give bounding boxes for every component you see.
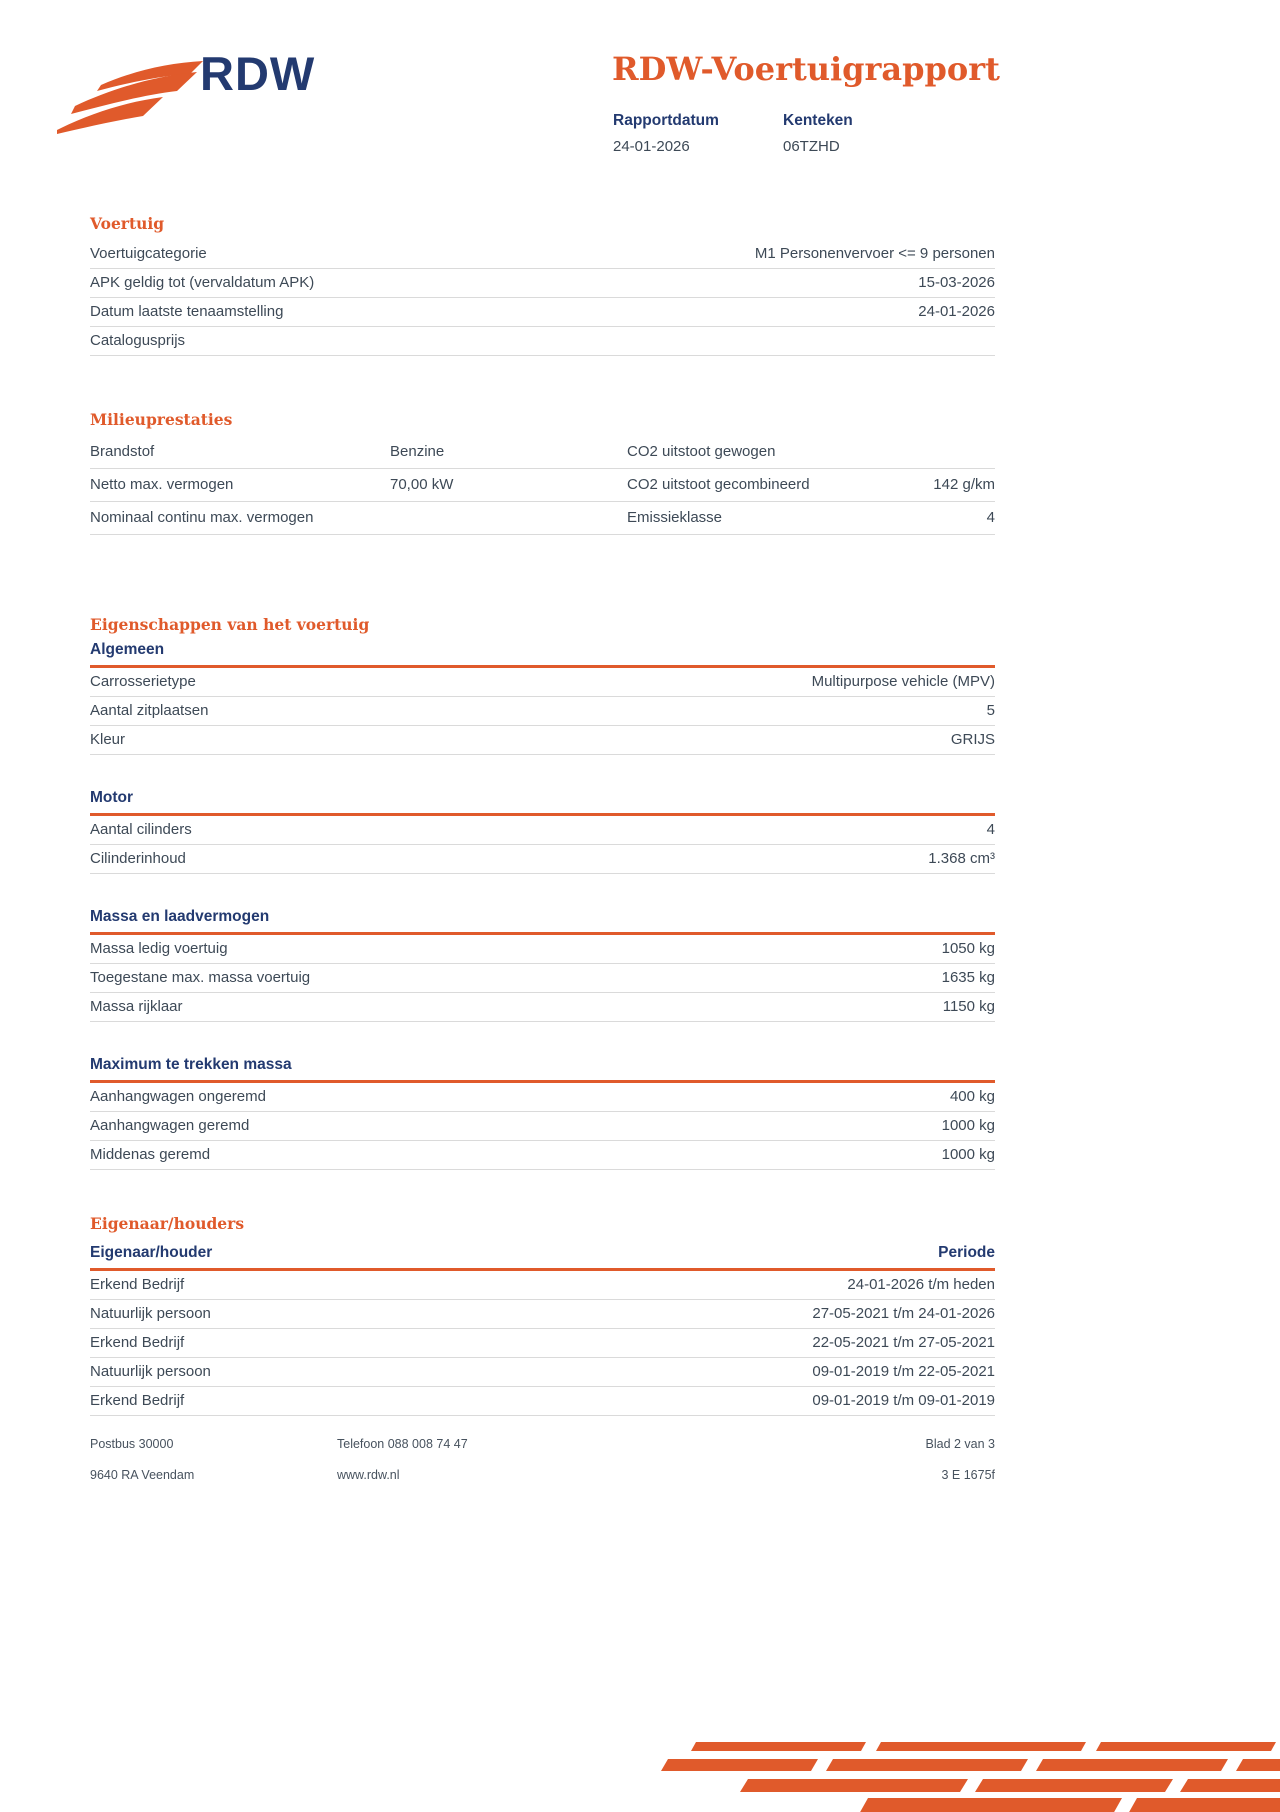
table-row	[90, 993, 995, 1022]
section-heading-milieuprestaties: Milieuprestaties	[90, 410, 233, 429]
row-value: 70,00 kW	[390, 476, 454, 493]
table-row	[90, 1112, 995, 1141]
table-row	[90, 816, 995, 845]
section-heading-voertuig: Voertuig	[90, 214, 165, 233]
document-body	[90, 214, 995, 1416]
footer-doc-code: 3 E 1675f	[941, 1468, 995, 1482]
footer-address-line2: 9640 RA Veendam	[90, 1468, 195, 1482]
subsection-trekken-massa	[90, 1056, 995, 1170]
kenteken-value: 06TZHD	[783, 138, 840, 155]
row-value: Multipurpose vehicle (MPV)	[811, 673, 995, 690]
owner-name: Erkend Bedrijf	[90, 1276, 185, 1293]
table-row	[90, 240, 995, 269]
subsection-heading: Maximum te trekken massa	[90, 1056, 995, 1083]
footer-address-line1: Postbus 30000	[90, 1437, 174, 1451]
section-heading-eigenaren: Eigenaar/houders	[90, 1214, 245, 1233]
table-row	[90, 668, 995, 697]
row-label: Kleur	[90, 731, 126, 748]
row-label: Aantal zitplaatsen	[90, 702, 209, 719]
table-row	[90, 1271, 995, 1300]
footer-paging	[695, 1437, 995, 1482]
table-row	[90, 1083, 995, 1112]
row-label: Toegestane max. massa voertuig	[90, 969, 311, 986]
kenteken-block	[783, 112, 953, 155]
footer-website: www.rdw.nl	[337, 1468, 400, 1482]
row-value: 5	[986, 702, 995, 719]
row-value	[390, 509, 627, 526]
page-title: RDW-Voertuigrapport	[612, 50, 1000, 88]
report-meta	[613, 112, 953, 155]
owner-name: Natuurlijk persoon	[90, 1305, 211, 1322]
row-label: Datum laatste tenaamstelling	[90, 303, 284, 320]
subsection-heading: Motor	[90, 789, 995, 816]
rdw-flag-icon	[55, 60, 205, 138]
table-row	[90, 1387, 995, 1416]
row-label: CO2 uitstoot gecombineerd	[627, 476, 810, 493]
footer-address	[90, 1437, 194, 1482]
row-label: Netto max. vermogen	[90, 476, 234, 493]
owner-period: 22-05-2021 t/m 27-05-2021	[812, 1334, 995, 1351]
row-label: APK geldig tot (vervaldatum APK)	[90, 274, 315, 291]
owners-table-header	[90, 1240, 995, 1271]
row-value: 4	[986, 509, 995, 526]
subsection-heading: Massa en laadvermogen	[90, 908, 995, 935]
subsection-algemeen	[90, 641, 995, 755]
kenteken-label: Kenteken	[783, 112, 853, 129]
row-label: Massa ledig voertuig	[90, 940, 228, 957]
subsection-massa	[90, 908, 995, 1022]
owner-period: 09-01-2019 t/m 22-05-2021	[812, 1363, 995, 1380]
owner-name: Natuurlijk persoon	[90, 1363, 211, 1380]
owner-period: 27-05-2021 t/m 24-01-2026	[812, 1305, 995, 1322]
row-label: Middenas geremd	[90, 1146, 211, 1163]
row-value: 4	[986, 821, 995, 838]
row-value: 1050 kg	[941, 940, 995, 957]
column-header-period: Periode	[938, 1244, 995, 1261]
table-row	[90, 298, 995, 327]
row-label: Carrosserietype	[90, 673, 196, 690]
rdw-logo	[55, 46, 375, 141]
row-label: Aantal cilinders	[90, 821, 192, 838]
table-row	[90, 1300, 995, 1329]
row-label: Massa rijklaar	[90, 998, 183, 1015]
table-row	[90, 1141, 995, 1170]
subsection-motor	[90, 789, 995, 874]
table-row	[90, 269, 995, 298]
owner-name: Erkend Bedrijf	[90, 1334, 185, 1351]
row-label: Aanhangwagen ongeremd	[90, 1088, 266, 1105]
footer-page-number: Blad 2 van 3	[925, 1437, 995, 1451]
owner-period: 09-01-2019 t/m 09-01-2019	[812, 1392, 995, 1409]
row-value: M1 Personenvervoer <= 9 personen	[754, 245, 995, 262]
row-label: Brandstof	[90, 443, 155, 460]
row-value: 1635 kg	[941, 969, 995, 986]
logo-wordmark: RDW	[200, 47, 316, 100]
owner-name: Erkend Bedrijf	[90, 1392, 185, 1409]
column-header-owner: Eigenaar/houder	[90, 1244, 213, 1261]
table-row	[90, 964, 995, 993]
footer-phone: Telefoon 088 008 74 47	[337, 1437, 468, 1451]
row-value: 1000 kg	[941, 1146, 995, 1163]
row-value: 142 g/km	[933, 476, 995, 493]
row-value: 400 kg	[949, 1088, 995, 1105]
row-value: 15-03-2026	[918, 274, 995, 291]
row-value: GRIJS	[950, 731, 995, 748]
rapportdatum-label: Rapportdatum	[613, 112, 719, 129]
row-label: Cilinderinhoud	[90, 850, 186, 867]
row-label: CO2 uitstoot gewogen	[627, 443, 776, 460]
table-row	[90, 697, 995, 726]
row-value: 24-01-2026	[918, 303, 995, 320]
row-label: Voertuigcategorie	[90, 245, 207, 262]
table-row	[90, 327, 995, 356]
table-row	[90, 469, 995, 502]
section-heading-eigenschappen: Eigenschappen van het voertuig	[90, 615, 370, 634]
table-row	[90, 436, 995, 469]
table-row	[90, 1329, 995, 1358]
rdw-flag-pattern-decoration	[660, 1740, 1280, 1812]
rapportdatum-value: 24-01-2026	[613, 138, 690, 155]
owner-period: 24-01-2026 t/m heden	[847, 1276, 995, 1293]
table-row	[90, 935, 995, 964]
row-label: Emissieklasse	[627, 509, 723, 526]
table-row	[90, 845, 995, 874]
table-row	[90, 502, 995, 535]
footer-contact	[337, 1437, 468, 1482]
row-value: Benzine	[390, 443, 445, 460]
row-label: Nominaal continu max. vermogen	[90, 509, 314, 526]
table-row	[90, 726, 995, 755]
subsection-heading: Algemeen	[90, 641, 995, 668]
row-value: 1150 kg	[942, 998, 995, 1015]
table-row	[90, 1358, 995, 1387]
row-label: Aanhangwagen geremd	[90, 1117, 250, 1134]
row-label: Catalogusprijs	[90, 332, 186, 349]
row-value: 1.368 cm³	[928, 850, 995, 867]
rapportdatum-block	[613, 112, 783, 155]
row-value: 1000 kg	[941, 1117, 995, 1134]
